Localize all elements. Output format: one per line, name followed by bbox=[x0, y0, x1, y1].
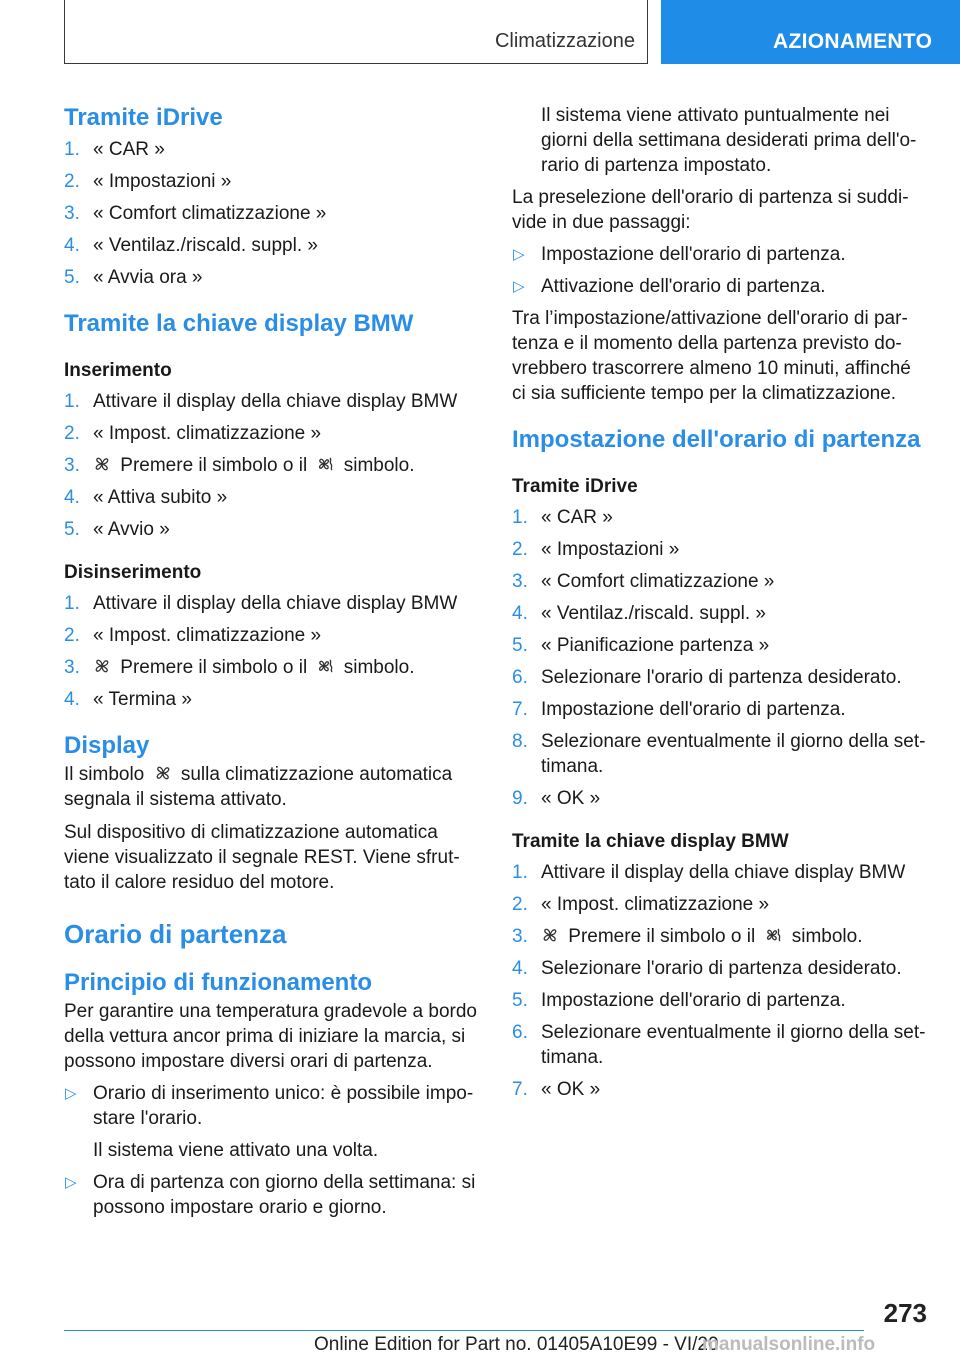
heading-tramite-idrive: Tramite iDrive bbox=[64, 104, 223, 131]
list-item: 3. Premere il simbolo o il simbolo. bbox=[512, 926, 863, 947]
list-item: 4. « Termina » bbox=[64, 689, 192, 710]
preselection-steps bbox=[512, 242, 928, 299]
disinserimento-steps bbox=[64, 591, 478, 712]
header-section-box bbox=[64, 0, 648, 64]
list-item: 5. « Pianificazione partenza » bbox=[512, 635, 770, 656]
list-item: 2. « Impost. climatizzazione » bbox=[64, 625, 322, 646]
list-item: 2. « Impostazioni » bbox=[64, 171, 232, 192]
display-paragraph-2: Sul dispositivo di climatizzazione automatica viene visualizzato il segnale REST. Viene sfruttato il calore residuo del motore. bbox=[64, 822, 460, 893]
list-item: ▷ Impostazione dell'orario di partenza. bbox=[513, 244, 846, 265]
list-item: 5. Impostazione dell'orario di partenza. bbox=[512, 990, 846, 1011]
inserimento-steps bbox=[64, 389, 478, 542]
heading-principio: Principio di funzionamento bbox=[64, 969, 372, 996]
list-item: 4. « Ventilaz./riscald. suppl. » bbox=[64, 235, 318, 256]
heading-chiave-display: Tramite la chiave display BMW bbox=[64, 310, 414, 337]
heading-orario-partenza: Orario di partenza bbox=[64, 919, 287, 949]
list-item: 6. Selezionare eventualmente il giorno della settimana. bbox=[512, 1022, 926, 1068]
idrive-steps bbox=[64, 137, 478, 290]
fan-icon bbox=[93, 657, 111, 675]
list-item: 1. Attivare il display della chiave display BMW bbox=[64, 593, 458, 614]
page-number: 273 bbox=[883, 1298, 927, 1328]
list-item: 9. « OK » bbox=[512, 788, 601, 809]
fan-icon bbox=[93, 455, 111, 473]
watermark: manualsonline.info bbox=[702, 1334, 876, 1355]
principio-bullets-2 bbox=[64, 1170, 478, 1220]
list-item: 5. « Avvia ora » bbox=[64, 267, 203, 288]
list-item: 3. « Comfort climatizzazione » bbox=[64, 203, 327, 224]
interval-paragraph: Tra l’impostazione/attivazione dell'orario di partenza e il momento della partenza previsto dovrebbero trascorrere almeno 10 minuti, affinché ci sia sufficiente tempo per la climatizzazione. bbox=[512, 308, 911, 404]
continued-paragraph: Il sistema viene attivato puntualmente nei giorni della settimana desiderati prima dell'orario di partenza impostato. bbox=[541, 105, 917, 176]
heat-fan-icon bbox=[316, 455, 334, 473]
principio-bullets bbox=[64, 1081, 478, 1131]
list-item: ▷ Attivazione dell'orario di partenza. bbox=[513, 276, 826, 297]
footer-divider bbox=[64, 1330, 864, 1331]
list-item: ▷ Orario di inserimento unico: è possibile impostare l'orario. bbox=[65, 1083, 474, 1129]
edition-text: Online Edition for Part no. 01405A10E99 - VI/20 bbox=[314, 1334, 719, 1355]
heading-display: Display bbox=[64, 732, 150, 759]
list-item: 7. « OK » bbox=[512, 1079, 601, 1100]
display-paragraph-1: Il simbolo sulla climatizzazione automatica segnala il sistema attivato. bbox=[64, 764, 453, 810]
list-item: 1. Attivare il display della chiave display BMW bbox=[64, 391, 458, 412]
list-item: 2. « Impostazioni » bbox=[512, 539, 680, 560]
subheading-disinserimento: Disinserimento bbox=[64, 562, 202, 583]
left-column bbox=[64, 100, 478, 1220]
header-tab[interactable] bbox=[661, 0, 960, 64]
list-item: ▷ Ora di partenza con giorno della settimana: si possono impostare orario e giorno. bbox=[65, 1172, 476, 1218]
list-item: 4. « Ventilaz./riscald. suppl. » bbox=[512, 603, 766, 624]
list-item: 1. « CAR » bbox=[512, 507, 613, 528]
heat-fan-icon bbox=[316, 657, 334, 675]
list-item: 6. Selezionare l'orario di partenza desiderato. bbox=[512, 667, 902, 688]
list-item: 8. Selezionare eventualmente il giorno della settimana. bbox=[512, 731, 926, 777]
header-section-title: Climatizzazione bbox=[494, 30, 635, 52]
subheading-chiave-display: Tramite la chiave display BMW bbox=[512, 831, 789, 852]
list-item: 1. « CAR » bbox=[64, 139, 165, 160]
fan-icon bbox=[541, 926, 559, 944]
header-tab-label: AZIONAMENTO bbox=[773, 30, 933, 53]
list-item: 3. « Comfort climatizzazione » bbox=[512, 571, 775, 592]
list-item: 4. « Attiva subito » bbox=[64, 487, 228, 508]
list-item: 3. Premere il simbolo o il simbolo. bbox=[64, 657, 415, 678]
subheading-inserimento: Inserimento bbox=[64, 360, 172, 381]
list-item: 2. « Impost. climatizzazione » bbox=[512, 894, 770, 915]
list-item: 2. « Impost. climatizzazione » bbox=[64, 423, 322, 444]
principio-paragraph: Per garantire una temperatura gradevole a bordo della vettura ancor prima di iniziare la marcia, si possono impostare diversi orari di partenza. bbox=[64, 1001, 477, 1072]
list-item: 1. Attivare il display della chiave display BMW bbox=[512, 862, 906, 883]
subheading-tramite-idrive: Tramite iDrive bbox=[512, 476, 638, 497]
list-item: 4. Selezionare l'orario di partenza desiderato. bbox=[512, 958, 902, 979]
heat-fan-icon bbox=[764, 926, 782, 944]
list-item: 3. Premere il simbolo o il simbolo. bbox=[64, 455, 415, 476]
heading-impostazione: Impostazione dell'orario di partenza bbox=[512, 426, 921, 453]
impostazione-idrive-steps bbox=[512, 505, 928, 811]
bullet-note: Il sistema viene attivato una volta. bbox=[93, 1140, 379, 1161]
list-item: 7. Impostazione dell'orario di partenza. bbox=[512, 699, 846, 720]
right-column bbox=[512, 100, 928, 1102]
list-item: 5. « Avvio » bbox=[64, 519, 170, 540]
preselection-paragraph: La preselezione dell'orario di partenza si suddivide in due passaggi: bbox=[512, 187, 909, 233]
impostazione-key-steps bbox=[512, 860, 928, 1102]
fan-icon bbox=[154, 764, 172, 782]
